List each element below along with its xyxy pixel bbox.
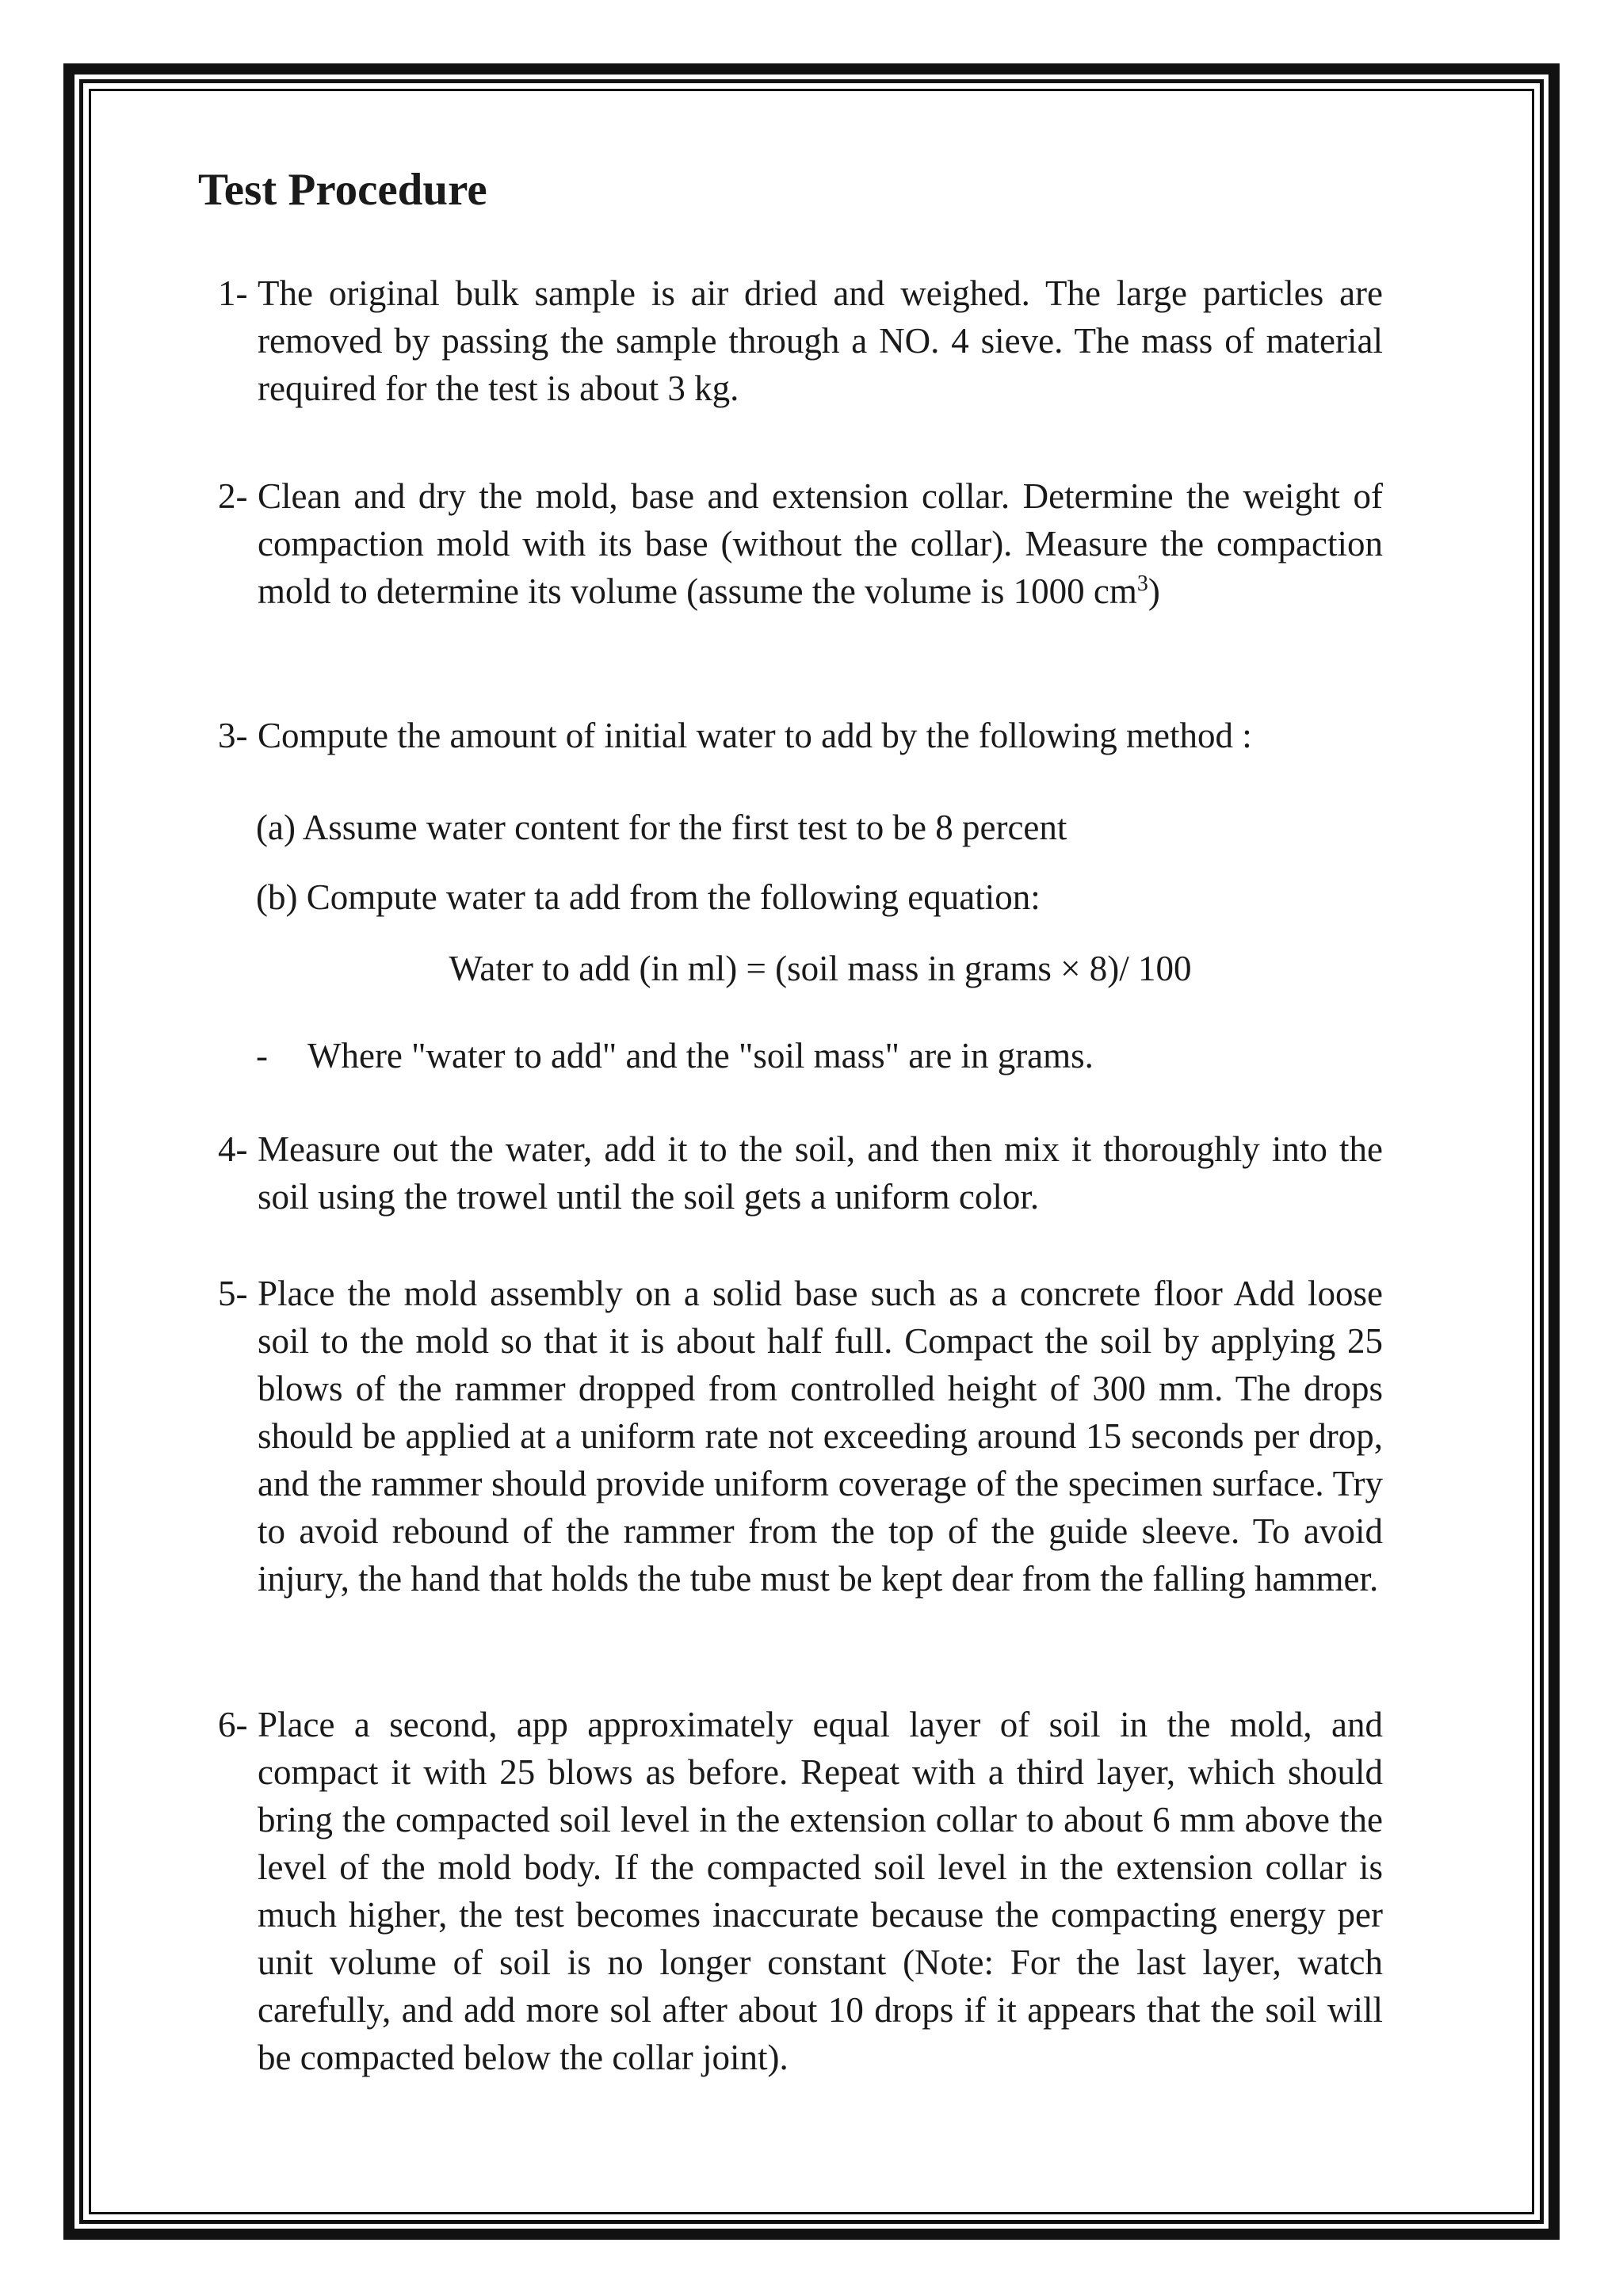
superscript: 3 bbox=[1136, 571, 1148, 596]
step-3 bbox=[218, 712, 1383, 759]
note-dash: - bbox=[256, 1036, 268, 1075]
step-number: 2- bbox=[218, 476, 248, 516]
step-number: 3- bbox=[218, 716, 248, 755]
step-6 bbox=[218, 1701, 1383, 2081]
step-number: 4- bbox=[218, 1129, 248, 1169]
step-1 bbox=[218, 269, 1383, 412]
step-text-tail: ) bbox=[1148, 571, 1160, 611]
step-number: 6- bbox=[218, 1705, 248, 1744]
note-text: Where "water to add" and the "soil mass" are in grams. bbox=[307, 1036, 1094, 1075]
step-text: Compute the amount of initial water to add by the following method : bbox=[258, 716, 1252, 755]
step-text: Place a second, app approximately equal layer of soil in the mold, and compact it with 25 blows as before. Repeat with a third layer, which should bring the compacted soil level in the extension collar to about 6 mm above the level of the mold body. If the compacted soil level in the extension collar is much higher, the test becomes inaccurate because the compacting energy per unit volume of soil is no longer constant (Note: For the last layer, watch carefully, and add more sol after about 10 drops if it appears that the soil will be compacted below the collar joint). bbox=[258, 1705, 1383, 2077]
step-text: Place the mold assembly on a solid base such as a concrete floor Add loose soil to the mold so that it is about half full. Compact the soil by applying 25 blows of the rammer dropped from controlled height of 300 mm. The drops should be applied at a uniform rate not exceeding around 15 seconds per drop, and the rammer should provide uniform coverage of the specimen surface. Try to avoid rebound of the rammer from the top of the guide sleeve. To avoid injury, the hand that holds the tube must be kept dear from the falling hammer. bbox=[258, 1274, 1383, 1599]
substep-a: (a) Assume water content for the first test to be 8 percent bbox=[256, 808, 1067, 847]
step-4 bbox=[218, 1125, 1383, 1221]
step-5 bbox=[218, 1270, 1383, 1603]
substep-b: (b) Compute water ta add from the following equation: bbox=[256, 877, 1041, 917]
step-text bbox=[258, 472, 1383, 615]
step-2 bbox=[218, 472, 1383, 615]
step-number: 1- bbox=[218, 273, 248, 313]
page-title: Test Procedure bbox=[198, 165, 487, 215]
step-text-body: Clean and dry the mold, base and extension collar. Determine the weight of compaction mold with its base (without the collar). Measure the compaction mold to determine its volume (assume the volume is 1000 cm bbox=[258, 476, 1383, 611]
step-number: 5- bbox=[218, 1274, 248, 1313]
step-text: Measure out the water, add it to the soil, and then mix it thoroughly into the soil using the trowel until the soil gets a uniform color. bbox=[258, 1129, 1383, 1217]
equation-note bbox=[256, 1032, 1094, 1079]
water-equation: Water to add (in ml) = (soil mass in grams × 8)/ 100 bbox=[449, 949, 1192, 988]
step-text: The original bulk sample is air dried and weighed. The large particles are removed by passing the sample through a NO. 4 sieve. The mass of material required for the test is about 3 kg. bbox=[258, 273, 1383, 408]
